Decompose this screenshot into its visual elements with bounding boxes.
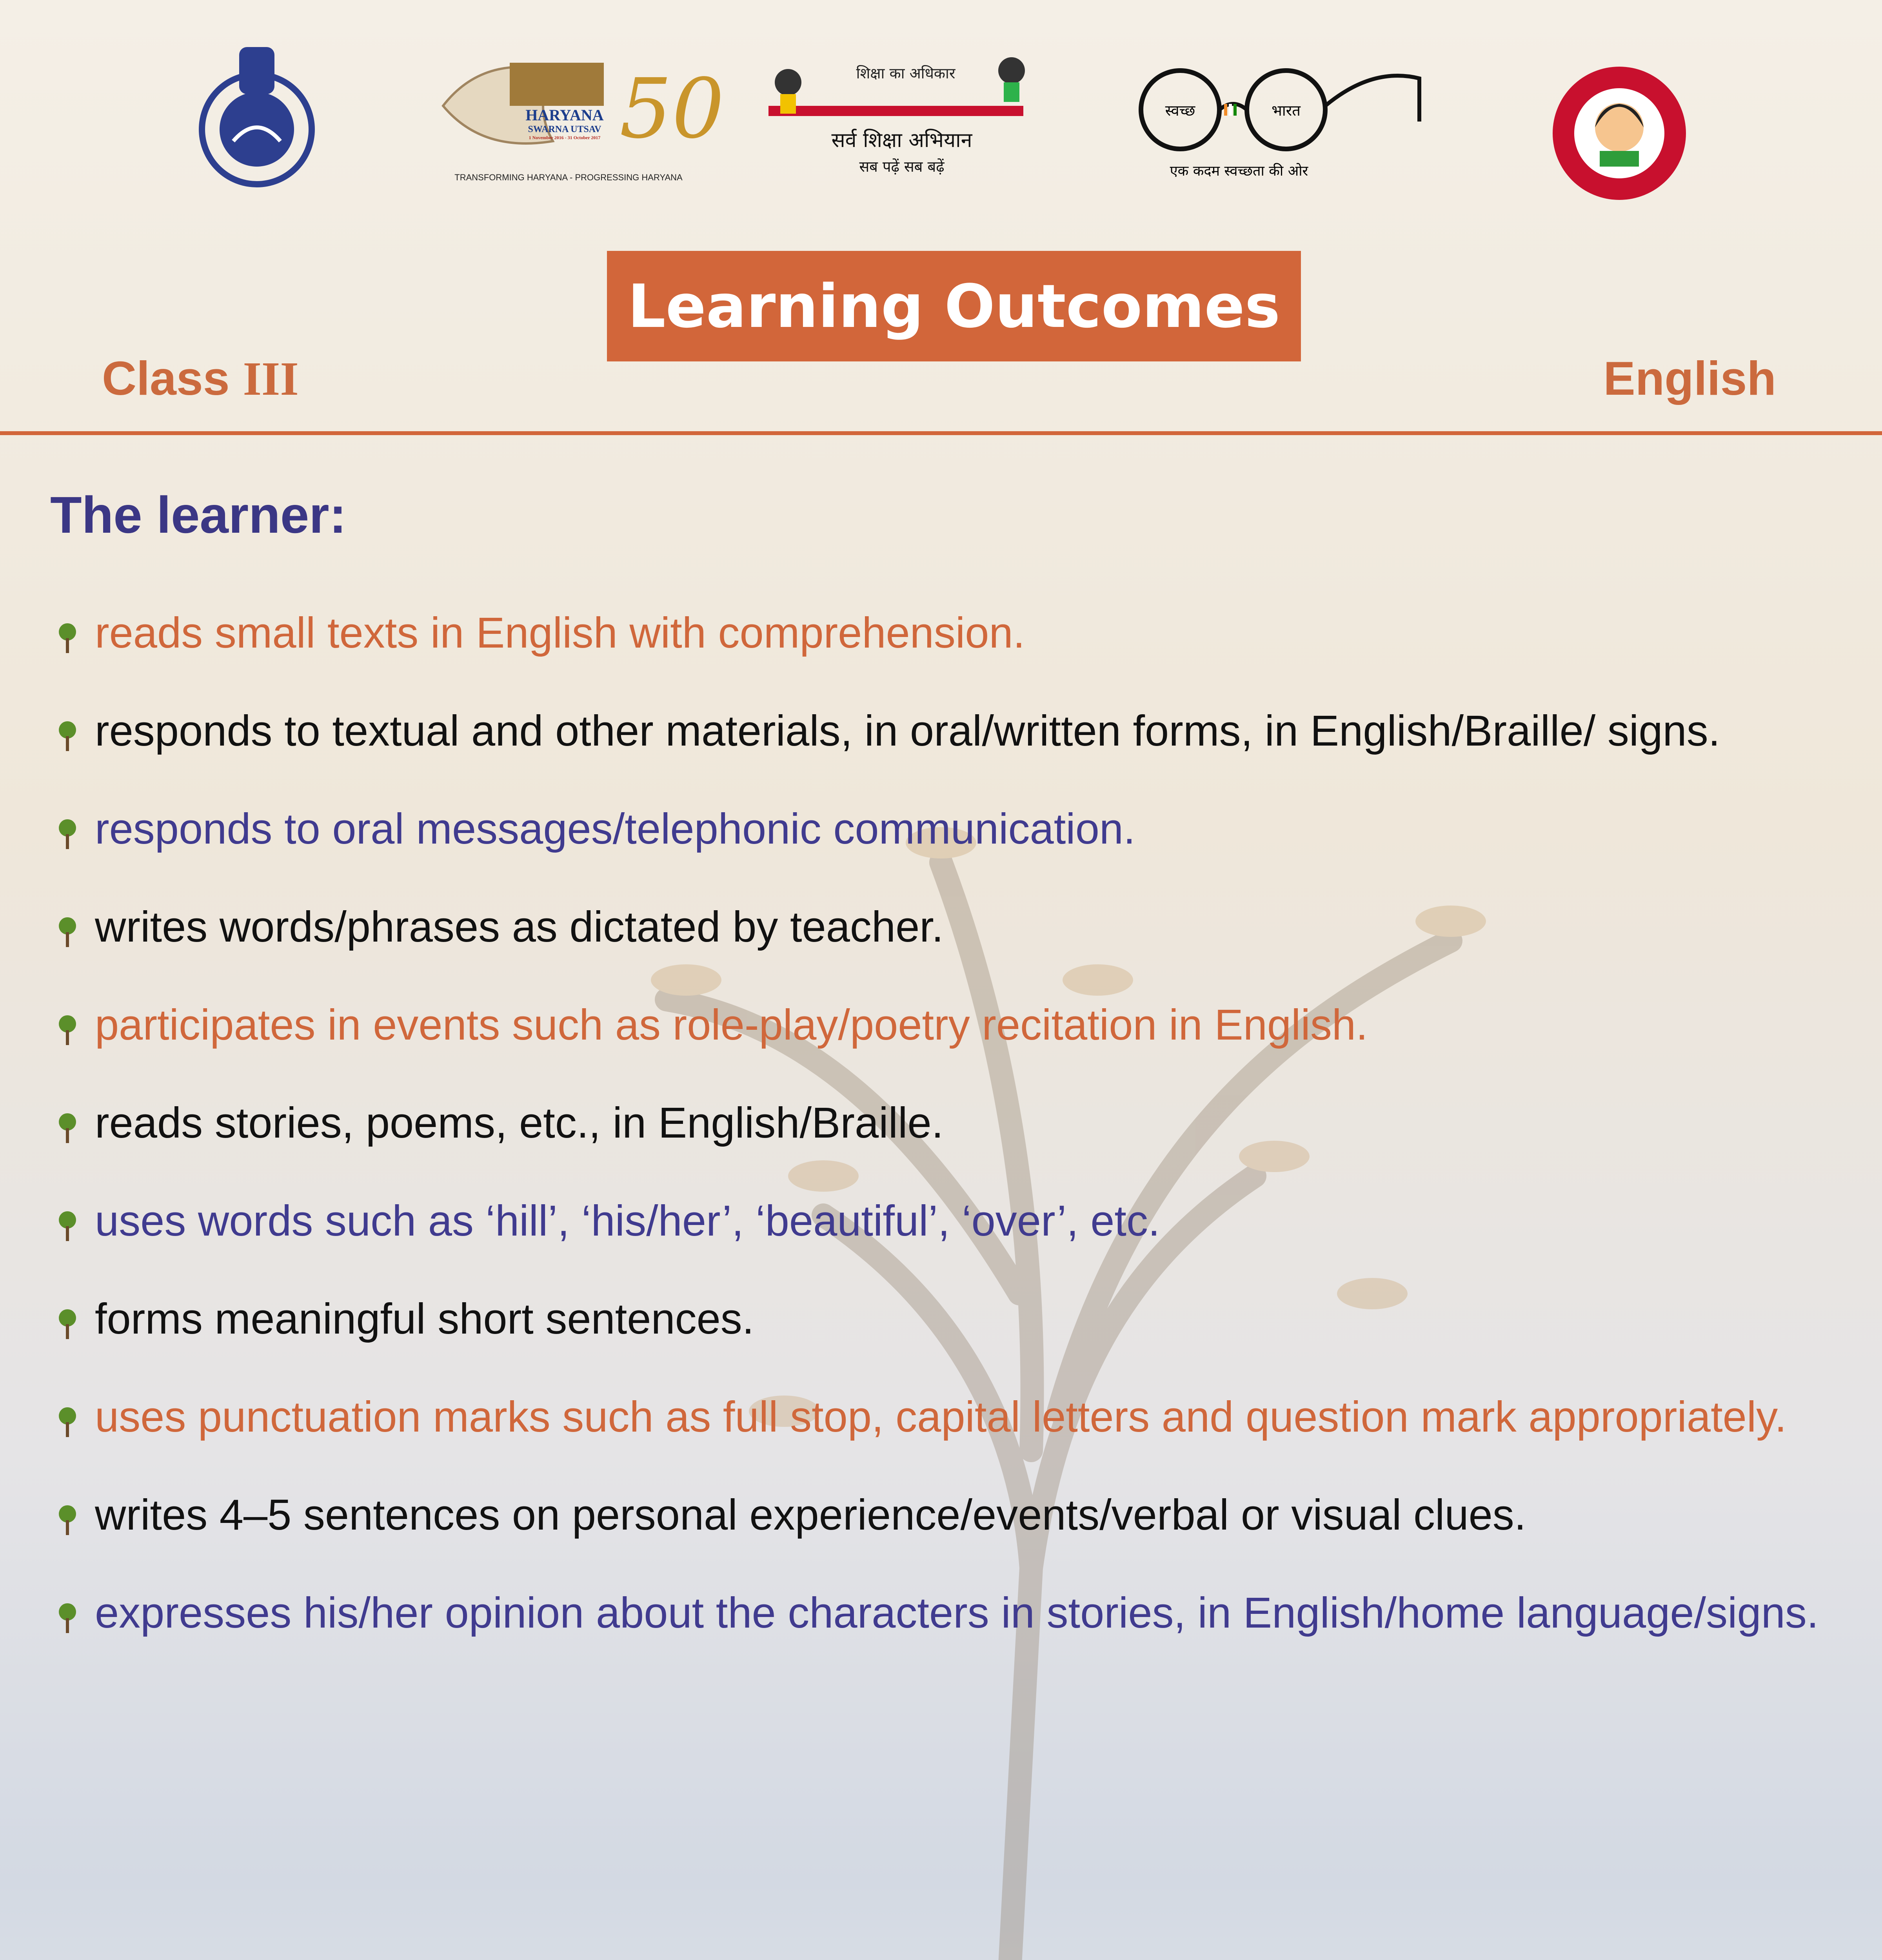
swarna-utsav-logo [435, 47, 725, 188]
class-prefix: Class [102, 352, 243, 405]
tree-bullet-icon [56, 818, 78, 850]
logo-text-sab-padhe: सब पढ़ें सब बढ़ें [859, 158, 945, 175]
class-label [102, 351, 299, 407]
outcome-text: forms meaningful short sentences. [95, 1295, 754, 1343]
subject-label: English [1603, 352, 1776, 405]
logo-text-bharat: भारत [1272, 102, 1301, 119]
logo-text-swarna-utsav: SWARNA UTSAV [528, 124, 601, 134]
outcome-item [51, 1584, 1839, 1642]
logo-text-ek-kadam: एक कदम स्वच्छता की ओर [1170, 163, 1308, 179]
class-roman-numeral: III [243, 352, 299, 405]
outcome-item [51, 604, 1839, 662]
outcome-text: expresses his/her opinion about the characters in stories, in English/home language/signs. [95, 1589, 1819, 1637]
logo-text-shiksha-adhikar: शिक्षा का अधिकार [856, 65, 956, 82]
girl-reading-icon [1549, 63, 1690, 204]
outcome-text: responds to textual and other materials, in oral/written forms, in English/Braille/ signs. [95, 707, 1720, 755]
header-divider [0, 431, 1882, 435]
outcome-text: uses words such as ‘hill’, ‘his/her’, ‘beautiful’, ‘over’, etc. [95, 1197, 1160, 1245]
outcome-text: reads small texts in English with comprehension. [95, 609, 1025, 657]
tree-bullet-icon [56, 622, 78, 654]
outcome-text: responds to oral messages/telephonic communication. [95, 805, 1135, 853]
outcome-item [51, 1388, 1839, 1446]
tree-bullet-icon [56, 1308, 78, 1340]
outcome-text: writes 4–5 sentences on personal experience/events/verbal or visual clues. [95, 1491, 1526, 1539]
outcome-item [51, 1192, 1839, 1250]
outcome-text: participates in events such as role-play/poetry recitation in English. [95, 1001, 1368, 1049]
outcome-item [51, 898, 1839, 956]
outcome-text: uses punctuation marks such as full stop, capital letters and question mark appropriately. [95, 1393, 1787, 1441]
outcome-item [51, 1290, 1839, 1348]
logo-text-swachh: स्वच्छ [1165, 102, 1195, 119]
outcome-item [51, 702, 1839, 760]
logo-text-sarva-shiksha: सर्व शिक्षा अभियान [831, 129, 972, 152]
tree-bullet-icon [56, 1210, 78, 1242]
logo-strip [0, 31, 1882, 212]
outcome-item [51, 1094, 1839, 1152]
outcome-text: reads stories, poems, etc., in English/Braille. [95, 1099, 944, 1147]
outcome-list [51, 604, 1839, 1682]
sarva-shiksha-logo [753, 47, 1051, 188]
tree-bullet-icon [56, 720, 78, 752]
swachh-bharat-logo [1121, 59, 1427, 192]
learner-heading: The learner: [50, 486, 347, 544]
outcome-text: writes words/phrases as dictated by teacher. [95, 903, 944, 951]
tree-bullet-icon [56, 1406, 78, 1438]
state-emblem-icon [198, 39, 316, 192]
tree-bullet-icon [56, 1014, 78, 1046]
svg-text:50: 50 [619, 61, 725, 157]
title-banner [607, 251, 1301, 361]
outcome-item [51, 1486, 1839, 1544]
outcome-item [51, 800, 1839, 858]
tree-bullet-icon [56, 1504, 78, 1536]
tree-bullet-icon [56, 1602, 78, 1634]
tree-bullet-icon [56, 916, 78, 948]
tree-bullet-icon [56, 1112, 78, 1144]
logo-text-haryana: HARYANA [525, 106, 604, 124]
outcome-item [51, 996, 1839, 1054]
page-title: Learning Outcomes [627, 271, 1281, 341]
logo-text-tagline: TRANSFORMING HARYANA - PROGRESSING HARYANA [454, 172, 683, 182]
logo-text-dates: 1 November 2016 - 31 October 2017 [529, 135, 601, 140]
